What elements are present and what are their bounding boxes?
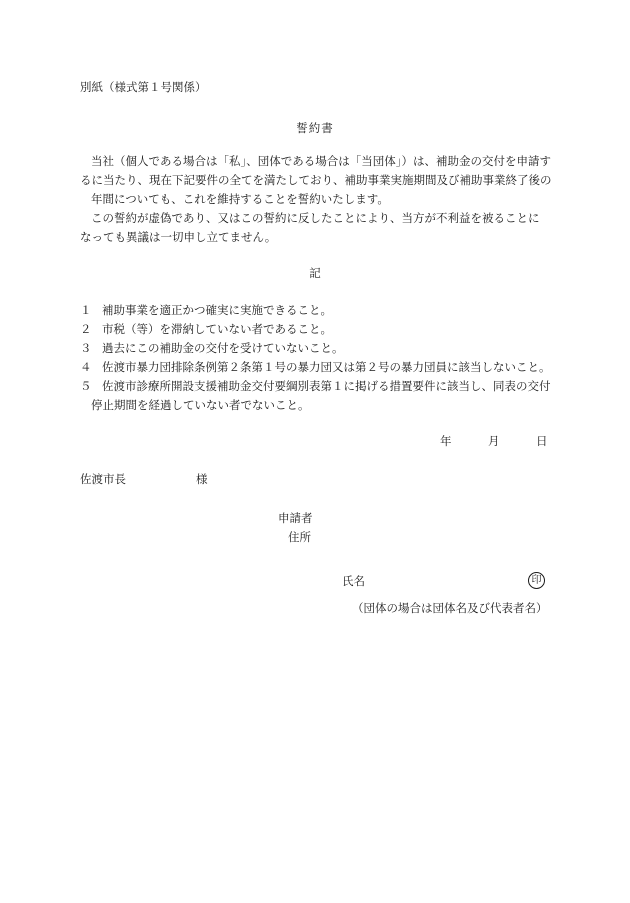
item-text: 過去にこの補助金の交付を受けていないこと。 (102, 341, 344, 355)
item-number: ４ (80, 360, 92, 374)
date-day-label: 日 (536, 434, 548, 448)
pledge-paragraph-line: この誓約が虚偽であり、又はこの誓約に反したことにより、当方が不利益を被ることに (91, 211, 540, 225)
date-line (440, 433, 548, 449)
pledge-paragraph-line: 年間についても、これを維持することを誓約いたします。 (91, 192, 389, 206)
requirement-item-continuation: 停止期間を経過していない者でないこと。 (91, 398, 310, 412)
applicant-label: 申請者 (278, 511, 313, 525)
pledge-paragraph-line: なっても異議は一切申し立てません。 (80, 230, 277, 244)
seal-icon: 印 (528, 572, 545, 589)
document-title: 誓約書 (296, 121, 334, 135)
addressee-honorific: 様 (196, 472, 208, 486)
group-name-note: （団体の場合は団体名及び代表者名） (352, 601, 548, 615)
attachment-label: 別紙（様式第１号関係） (80, 80, 207, 94)
addressee (80, 471, 208, 487)
requirement-item (80, 378, 551, 394)
requirement-item (80, 302, 332, 318)
item-number: １ (80, 303, 92, 317)
pledge-paragraph-line: 当社（個人である場合は「私」、団体である場合は「当団体」）は、補助金の交付を申請す (91, 154, 551, 168)
requirement-item (80, 359, 551, 375)
date-year-label: 年 (440, 434, 452, 448)
item-text: 佐渡市診療所開設支援補助金交付要綱別表第１に掲げる措置要件に該当し、同表の交付 (102, 379, 551, 393)
item-text: 市税（等）を滞納していない者であること。 (102, 322, 332, 336)
address-label: 住所 (288, 530, 311, 544)
requirement-item (80, 321, 332, 337)
pledge-paragraph-line: るに当たり、現在下記要件の全てを満たしており、補助事業実施期間及び補助事業終了後の (80, 173, 552, 187)
addressee-name: 佐渡市長 (80, 472, 126, 486)
item-number: ３ (80, 341, 92, 355)
name-label: 氏名 (342, 574, 365, 588)
item-text: 補助事業を適正かつ確実に実施できること。 (102, 303, 332, 317)
ki-heading: 記 (309, 266, 321, 280)
date-month-label: 月 (488, 434, 500, 448)
requirement-item (80, 340, 344, 356)
item-text: 佐渡市暴力団排除条例第２条第１号の暴力団又は第２号の暴力団員に該当しないこと。 (102, 360, 551, 374)
item-number: ５ (80, 379, 92, 393)
item-number: ２ (80, 322, 92, 336)
